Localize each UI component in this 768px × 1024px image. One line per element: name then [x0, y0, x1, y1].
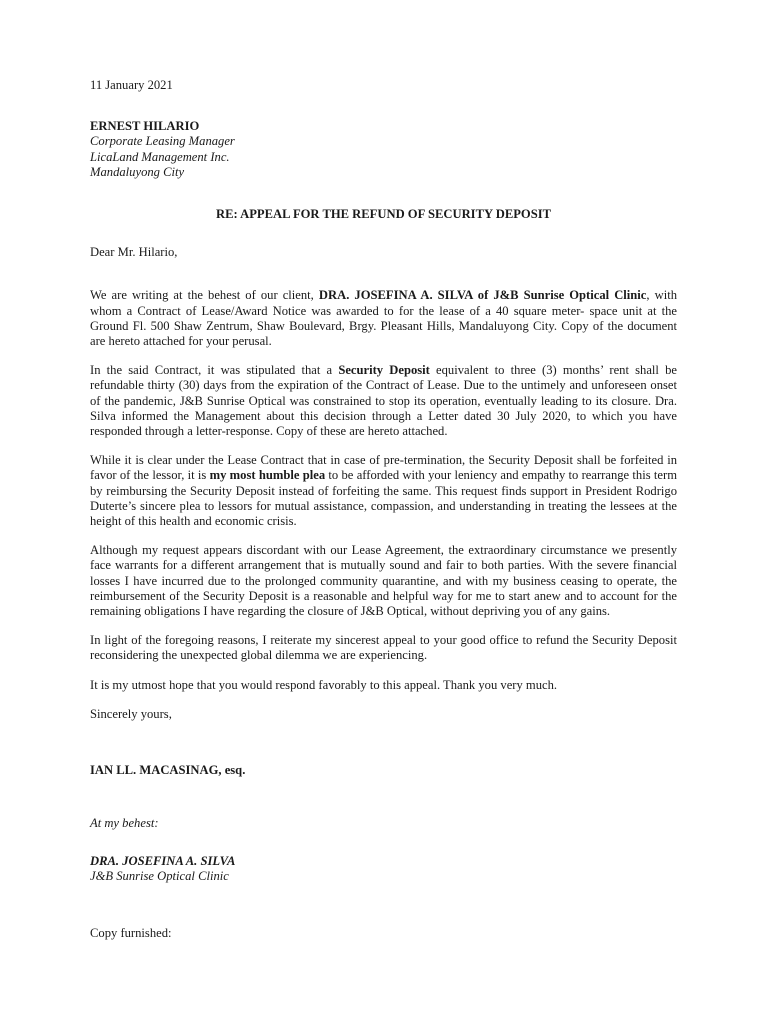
- client-company: J&B Sunrise Optical Clinic: [90, 868, 229, 883]
- closing: Sincerely yours,: [90, 706, 172, 721]
- body-paragraph-4: Although my request appears discordant with our Lease Agreement, the extraordinary circumstance we presently face warrants for a different arrangement that is mutually sound and fair to both parties. With the severe financial losses I have incurred due to the prolonged community quarantine, and with my business ceasing to operate, the reimbursement of the Security Deposit is a reasonable and helpful way for me to start anew and to account for the remaining obligations I have regarding the closure of J&B Optical, without depriving you of any gains.: [90, 543, 677, 619]
- body-paragraph-5: In light of the foregoing reasons, I reiterate my sincerest appeal to your good office to refund the Security Deposit reconsidering the unexpected global dilemma we are experiencing.: [90, 633, 677, 663]
- security-deposit-term: Security Deposit: [338, 363, 430, 378]
- body-paragraph-2: In the said Contract, it was stipulated that a Security Deposit equivalent to three (3) months’ rent shall be refundable thirty (30) days from the expiration of the Contract of Lease. Due to the untimely and unforeseen onset of the pandemic, J&B Sunrise Optical was constrained to stop its operation, eventually leading to its closure. Dra. Silva informed the Management about this decision through a Letter dated 30 July 2020, to which you have responded through a letter-response. Copy of these are hereto attached.: [90, 363, 677, 439]
- addressee-city: Mandaluyong City: [90, 164, 185, 179]
- behest-label: At my behest:: [90, 816, 159, 831]
- copy-furnished-label: Copy furnished:: [90, 925, 172, 940]
- client-name: DRA. JOSEFINA A. SILVA: [90, 853, 236, 868]
- letter-page: [90, 78, 677, 941]
- humble-plea-phrase: my most humble plea: [209, 468, 326, 483]
- addressee-name: ERNEST HILARIO: [90, 119, 200, 134]
- addressee-block: [90, 119, 677, 180]
- letter-date: 11 January 2021: [90, 78, 173, 92]
- body-paragraph-6: It is my utmost hope that you would respond favorably to this appeal. Thank you very much.: [90, 677, 558, 692]
- body-paragraph-3: While it is clear under the Lease Contract that in case of pre-termination, the Security Deposit shall be forfeited in favor of the lessor, it is my most humble plea to be afforded with your leniency and empathy to rearrange this term by reimbursing the Security Deposit instead of forfeiting the same. This request finds support in President Rodrigo Duterte’s sincere plea to lessors for mutual assistance, compassion, and understanding in treating the lessees at the height of this health and economic crisis.: [90, 453, 677, 529]
- body-paragraph-1: We are writing at the behest of our client, DRA. JOSEFINA A. SILVA of J&B Sunrise Optical Clinic, with whom a Contract of Lease/Award Notice was awarded to for the lease of a 40 square meter- space unit at the Ground Fl. 500 Shaw Zentrum, Shaw Boulevard, Brgy. Pleasant Hills, Mandaluyong City. Copy of the document are hereto attached for your perusal.: [90, 288, 677, 349]
- client-reference: DRA. JOSEFINA A. SILVA of J&B Sunrise Optical Clinic: [318, 288, 647, 303]
- subject-line: RE: APPEAL FOR THE REFUND OF SECURITY DEPOSIT: [215, 207, 552, 222]
- signer-name: IAN LL. MACASINAG, esq.: [90, 763, 246, 778]
- addressee-company: LicaLand Management Inc.: [90, 149, 230, 164]
- salutation: Dear Mr. Hilario,: [90, 245, 178, 260]
- addressee-title: Corporate Leasing Manager: [90, 134, 235, 149]
